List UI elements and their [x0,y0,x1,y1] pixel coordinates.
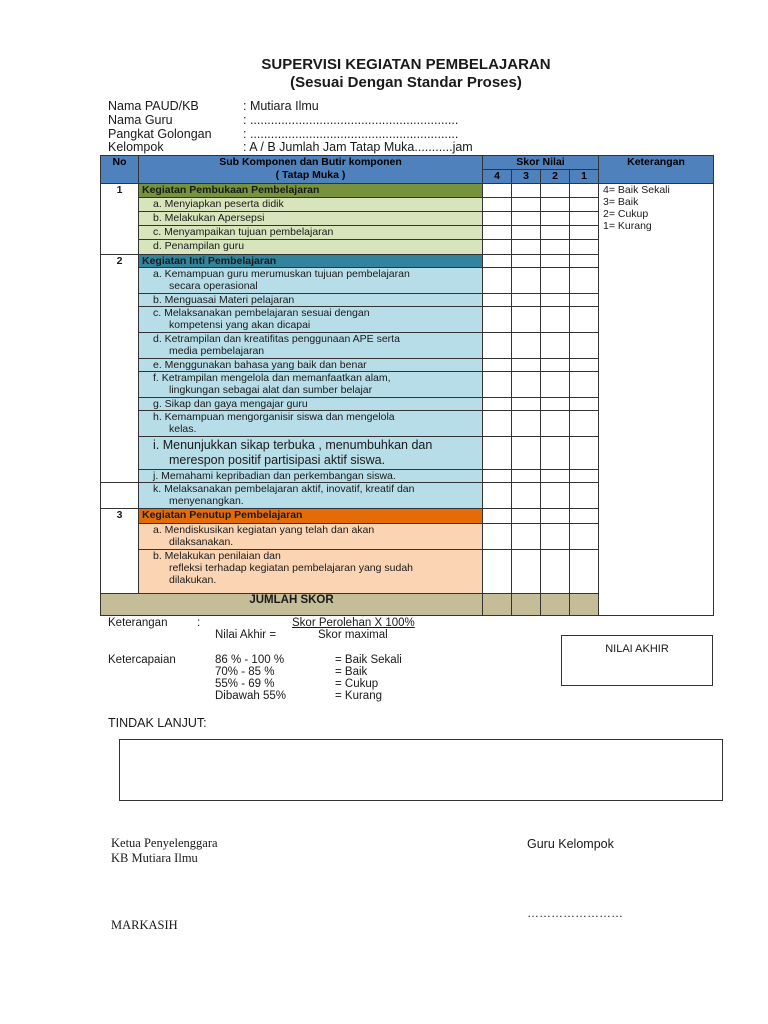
score-cell[interactable] [512,307,541,333]
info-value-guru: : ............................................................ [243,113,459,127]
score-cell[interactable] [512,226,541,240]
score-cell[interactable] [541,359,570,372]
signature-left-title: Ketua Penyelenggara [111,836,218,850]
section-row [101,184,714,198]
score-cell[interactable] [512,550,541,594]
score-cell[interactable] [483,483,512,509]
section-number: 1 [101,184,139,198]
score-cell[interactable] [483,184,512,198]
range-text: 70% - 85 % [215,666,275,678]
nilai-akhir-box[interactable] [561,635,713,686]
header-score-3: 3 [512,170,541,184]
score-cell[interactable] [541,411,570,437]
score-cell[interactable] [483,509,512,524]
score-cell[interactable] [570,437,599,470]
item-text: d. Ketrampilan dan kreatifitas penggunaan APE serta media pembelajaran [139,333,483,359]
section-title: Kegiatan Inti Pembelajaran [139,255,483,268]
supervision-table [100,155,714,616]
score-cell[interactable] [570,198,599,212]
score-cell[interactable] [512,359,541,372]
score-cell[interactable] [570,294,599,307]
item-text: b. Melakukan Apersepsi [139,212,483,226]
score-cell[interactable] [512,470,541,483]
score-cell[interactable] [570,333,599,359]
score-cell[interactable] [570,268,599,294]
score-cell[interactable] [570,240,599,255]
score-cell[interactable] [512,437,541,470]
item-text: k. Melaksanakan pembelajaran aktif, inovatif, kreatif dan menyenangkan. [139,483,483,509]
score-cell[interactable] [512,294,541,307]
header-score-2: 2 [541,170,570,184]
score-cell[interactable] [512,524,541,550]
score-cell[interactable] [541,398,570,411]
info-value-kelompok: : A / B Jumlah Jam Tatap Muka...........jam [243,140,473,154]
info-label-guru: Nama Guru [108,113,173,127]
score-cell[interactable] [483,240,512,255]
score-cell[interactable] [512,372,541,398]
score-cell[interactable] [541,509,570,524]
item-text: a. Mendiskusikan kegiatan yang telah dan akan dilaksanakan. [139,524,483,550]
header-skor: Skor Nilai [483,156,599,170]
score-cell[interactable] [541,470,570,483]
score-cell[interactable] [570,212,599,226]
signature-left-name: MARKASIH [111,918,178,932]
total-score-cell[interactable] [483,594,512,616]
score-cell[interactable] [541,294,570,307]
score-cell[interactable] [570,184,599,198]
score-cell[interactable] [483,437,512,470]
item-text: g. Sikap dan gaya mengajar guru [139,398,483,411]
score-cell[interactable] [570,372,599,398]
range-category: = Baik [335,666,368,678]
score-cell[interactable] [541,226,570,240]
ketercapaian-label: Ketercapaian [108,654,176,666]
score-cell[interactable] [483,398,512,411]
score-cell[interactable] [483,372,512,398]
score-cell[interactable] [483,255,512,268]
score-cell[interactable] [512,411,541,437]
score-cell[interactable] [541,372,570,398]
section-number: 3 [101,509,139,524]
header-keterangan: Keterangan [599,156,714,184]
score-cell[interactable] [541,240,570,255]
score-cell[interactable] [541,437,570,470]
total-score-cell[interactable] [512,594,541,616]
signature-right-title: Guru Kelompok [527,837,614,851]
score-cell[interactable] [570,483,599,509]
score-cell[interactable] [483,226,512,240]
formula-numerator: Skor Perolehan X 100% [292,617,415,629]
score-cell[interactable] [570,226,599,240]
score-cell[interactable] [483,524,512,550]
item-text: c. Melaksanakan pembelajaran sesuai dengan kompetensi yang akan dicapai [139,307,483,333]
score-cell[interactable] [570,509,599,524]
nilai-akhir-label: NILAI AKHIR [605,643,669,655]
header-score-4: 4 [483,170,512,184]
total-score-cell[interactable] [570,594,599,616]
item-text: b. Melakukan penilaian dan refleksi terhadap kegiatan pembelajaran yang sudah dilakukan. [139,550,483,594]
section-number: 2 [101,255,139,268]
range-text: Dibawah 55% [215,690,286,702]
info-label-kelompok: Kelompok [108,140,164,154]
page-subtitle: (Sesuai Dengan Standar Proses) [290,74,522,91]
score-cell[interactable] [541,483,570,509]
formula-denominator: Skor maximal [318,629,388,641]
score-cell[interactable] [512,212,541,226]
score-cell[interactable] [483,470,512,483]
score-cell[interactable] [570,398,599,411]
score-cell[interactable] [541,333,570,359]
formula-lhs: Nilai Akhir = [215,629,277,641]
score-cell[interactable] [541,198,570,212]
score-cell[interactable] [570,550,599,594]
score-cell[interactable] [570,255,599,268]
score-cell[interactable] [483,359,512,372]
score-cell[interactable] [570,470,599,483]
score-cell[interactable] [512,509,541,524]
score-cell[interactable] [483,411,512,437]
item-text: j. Memahami kepribadian dan perkembangan siswa. [139,470,483,483]
score-cell[interactable] [483,268,512,294]
header-sub-komponen: Sub Komponen dan Butir komponen ( Tatap Muka ) [139,156,483,184]
score-cell[interactable] [512,198,541,212]
info-value-paud: : Mutiara Ilmu [243,99,319,113]
range-category: = Kurang [335,690,382,702]
score-cell[interactable] [483,198,512,212]
range-text: 55% - 69 % [215,678,275,690]
score-cell[interactable] [541,184,570,198]
score-cell[interactable] [541,307,570,333]
info-value-pangkat: : ............................................................ [243,127,459,141]
item-text: c. Menyampaikan tujuan pembelajaran [139,226,483,240]
item-text: e. Menggunakan bahasa yang baik dan benar [139,359,483,372]
score-cell[interactable] [541,550,570,594]
score-cell[interactable] [512,184,541,198]
item-text: h. Kemampuan mengorganisir siswa dan mengelola kelas. [139,411,483,437]
score-cell[interactable] [512,398,541,411]
section-title: Kegiatan Pembukaan Pembelajaran [139,184,483,198]
header-no: No [101,156,139,184]
section-title: Kegiatan Penutup Pembelajaran [139,509,483,524]
info-label-paud: Nama PAUD/KB [108,99,199,113]
keterangan-colon: : [197,617,201,629]
page-title: SUPERVISI KEGIATAN PEMBELAJARAN [261,56,551,73]
signature-right-dots: …………………… [527,906,623,920]
item-text: a. Kemampuan guru merumuskan tujuan pembelajaran secara operasional [139,268,483,294]
score-cell[interactable] [570,411,599,437]
score-cell[interactable] [570,307,599,333]
item-text: a. Menyiapkan peserta didik [139,198,483,212]
score-cell[interactable] [541,268,570,294]
score-cell[interactable] [512,240,541,255]
total-label: JUMLAH SKOR [101,594,483,616]
tindak-lanjut-box[interactable] [119,739,723,801]
item-text: b. Menguasai Materi pelajaran [139,294,483,307]
score-cell[interactable] [512,268,541,294]
score-cell[interactable] [541,212,570,226]
score-cell[interactable] [512,483,541,509]
score-cell[interactable] [483,333,512,359]
score-cell[interactable] [512,255,541,268]
score-cell[interactable] [570,524,599,550]
item-text: d. Penampilan guru [139,240,483,255]
score-cell[interactable] [570,359,599,372]
score-cell[interactable] [483,307,512,333]
keterangan-legend: 4= Baik Sekali 3= Baik 2= Cukup 1= Kurang [599,184,714,616]
range-text: 86 % - 100 % [215,654,285,666]
info-label-pangkat: Pangkat Golongan [108,127,212,141]
item-text: i. Menunjukkan sikap terbuka , menumbuhkan dan merespon positif partisipasi aktif siswa. [139,437,483,470]
score-cell[interactable] [483,550,512,594]
signature-left-org: KB Mutiara Ilmu [111,851,198,865]
score-cell[interactable] [512,333,541,359]
score-cell[interactable] [541,255,570,268]
score-cell[interactable] [483,212,512,226]
item-text: f. Ketrampilan mengelola dan memanfaatkan alam, lingkungan sebagai alat dan sumber belajar [139,372,483,398]
keterangan-label: Keterangan [108,617,168,629]
score-cell[interactable] [483,294,512,307]
total-score-cell[interactable] [541,594,570,616]
score-cell[interactable] [541,524,570,550]
range-category: = Baik Sekali [335,654,402,666]
range-category: = Cukup [335,678,379,690]
header-score-1: 1 [570,170,599,184]
tindak-lanjut-label: TINDAK LANJUT: [108,716,207,730]
